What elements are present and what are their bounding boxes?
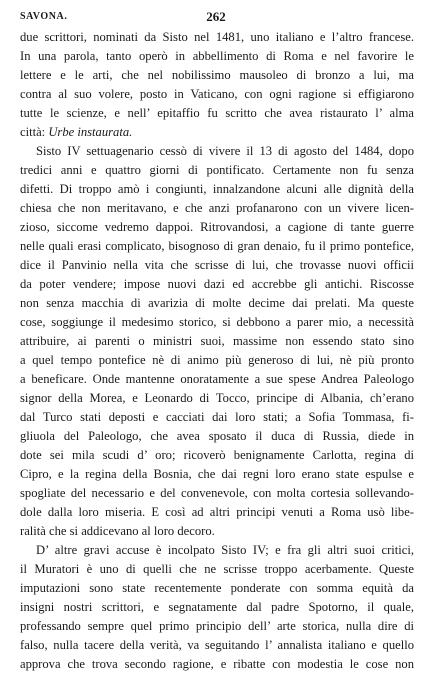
- text-line: In una parola, tanto operò in abbellimento di Roma e nel favorire le: [20, 49, 414, 63]
- text-line: contra al suo volere, posto in Vaticano, con ogni ragione si effigiarono: [20, 87, 414, 101]
- text-line: ralità che si addicevano al loro decoro.: [20, 524, 215, 538]
- text-line: dole dalla loro miseria. E così ad altri principi venuti a Roma usò libe-: [20, 505, 414, 519]
- text-line: difetti. Di troppo amò i congiunti, innalzandone alcuni alle dignità della: [20, 182, 414, 196]
- text-line: due scrittori, nominati da Sisto nel 1481, uno italiano e l’altro francese.: [20, 30, 414, 44]
- text-line: gliuola del Paleologo, che avea sposato il duca di Russia, diede in: [20, 429, 414, 443]
- text-line: professando sempre quel primo principio dell’ arte storica, nulla dire di: [20, 619, 414, 633]
- page-number: 262: [206, 9, 226, 24]
- text-line: cose, soggiunge il medesimo storico, si debbono a parer mio, a necessità: [20, 315, 414, 329]
- text-line: tredici anni e quattro giorni di pontificato. Certamente non fu senza: [20, 163, 414, 177]
- text-line: imputazioni sono state recentemente ponderate con somma equità da: [20, 581, 414, 595]
- text-line: lettere e le arti, che nel nobilissimo mausoleo di bronzo a lui, ma: [20, 68, 414, 82]
- text-line: Sisto IV settuagenario cessò di vivere il 13 di agosto del 1484, dopo: [36, 144, 414, 158]
- running-head: [18, 10, 414, 26]
- text-line: insigni nostri scrittori, e segnatamente dal padre Spotorno, il quale,: [20, 600, 414, 614]
- text-line: falso, nulla tacere della verità, va seguitando l’ annalista italiano e quello: [20, 638, 414, 652]
- text-line: nelle quali erasi complicato, bisognoso di gran denaio, fu il primo pontefice,: [20, 239, 414, 253]
- text-line: tutte le scienze, e nell’ epitaffio fu scritto che avea ristaurato l’ alma: [20, 106, 414, 120]
- text-line: attribuire, ai parenti o ministri suoi, massime non essendo stato sino: [20, 334, 414, 348]
- text-line: da poter vendere; impose nuovi dazi ed accrebbe gli antichi. Riscosse: [20, 277, 414, 291]
- text-line: spogliate del necessario e del convenevole, con molta cortesia sollevando-: [20, 486, 414, 500]
- running-title: SAVONA.: [20, 11, 68, 22]
- text-line: a quel tempo pontefice nè di animo più generoso di lui, nè più pronto: [20, 353, 414, 367]
- text-line: dote sei mila scudi d’ oro; ricoverò benignamente Carlotta, regina di: [20, 448, 414, 462]
- text-line: approva che trova secondo ragione, e ribatte con modestia le cose non: [20, 657, 414, 671]
- text-line: il Muratori è uno di quelli che ne scrisse troppo acerbamente. Queste: [20, 562, 414, 576]
- text-line: chiesa che non meritavano, e che anzi profanarono con un vivere licen-: [20, 201, 414, 215]
- text-line: D’ altre gravi accuse è incolpato Sisto IV; e fra gli altri suoi critici,: [36, 543, 414, 557]
- text-line: dice il Panvinio nella vita che scrisse di lui, che trovasse nuovi officii: [20, 258, 414, 272]
- text-line: Cipro, e la regina della Bosnia, che dai regni loro erano state espulse e: [20, 467, 414, 481]
- text-line: dal Turco stati deposti e cacciati dai loro stati; a Sofia Tommasa, fi-: [20, 410, 414, 424]
- text-line: città: Urbe instaurata.: [20, 125, 133, 139]
- text-line: a beneficare. Onde mantenne onoratamente a sue spese Andrea Paleologo: [20, 372, 414, 386]
- text-line: signor della Morea, e Leonardo di Tocco, principe di Albania, ch’erano: [20, 391, 414, 405]
- text-line: non senza macchia di avarizia di molte decime dai prelati. Ma queste: [20, 296, 414, 310]
- body-text: [20, 28, 414, 674]
- text-line: zioso, siccome vedremo dappoi. Ritrovandosi, a cagione di tante guerre: [20, 220, 414, 234]
